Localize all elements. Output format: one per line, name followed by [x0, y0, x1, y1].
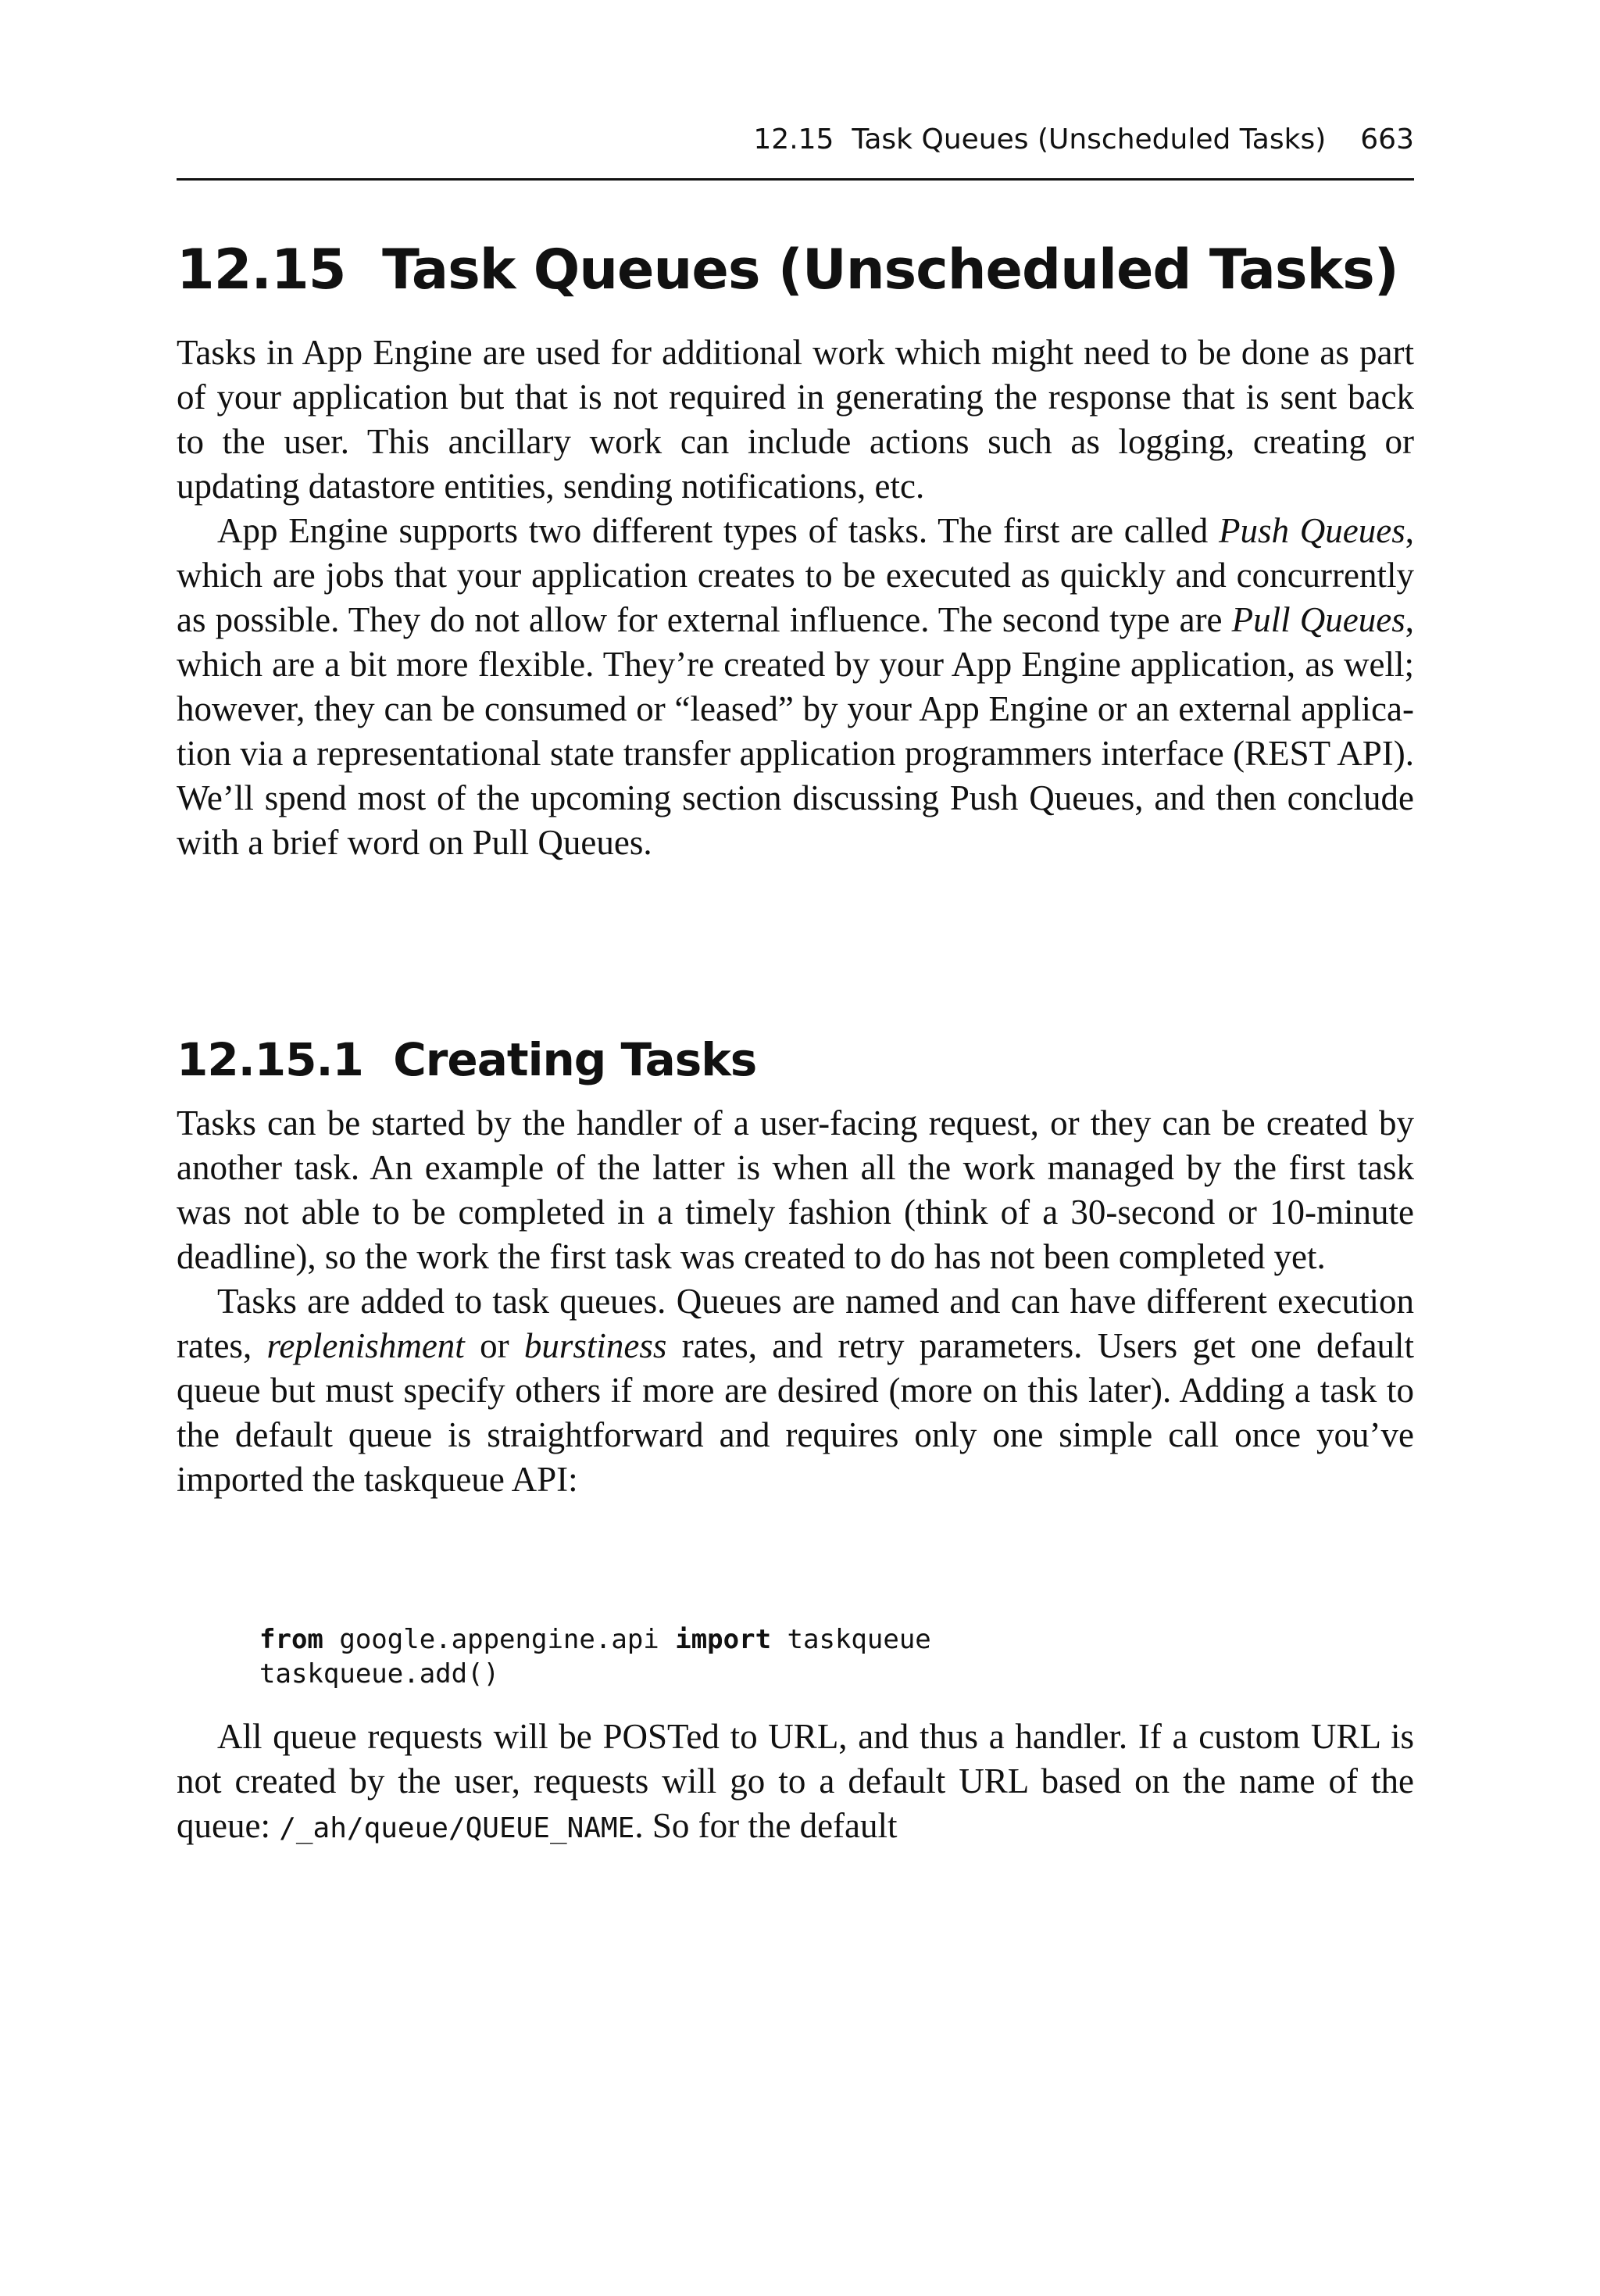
header-rule — [177, 178, 1414, 181]
subsection-title: 12.15.1 Creating Tasks — [177, 1033, 757, 1086]
section-paragraph-1: Tasks in App Engine are used for additional work which might need to be done as part of your application but that is not required in generating the response that is sent back to the user. This ancillary work can include actions such as logging, creating or updating datastore entities, sending notifications, etc. — [177, 333, 1414, 506]
text-run: , which are jobs that your application creates to be executed as quickly and concurrently as possible. They do not allow for external influence. The second type are — [177, 511, 1414, 639]
section-paragraph-2 — [177, 509, 1414, 865]
text-run: or — [464, 1326, 524, 1365]
code-name: taskqueue — [771, 1624, 931, 1655]
code-keyword-from: from — [259, 1624, 323, 1655]
text-run: . So for the default — [634, 1806, 898, 1845]
text-run: All queue requests will be POSTed to URL, and thus a handler. If a custom URL is not created by the user, requests will go to a default URL based on the name of the queue: — [177, 1717, 1414, 1845]
subsection-paragraph-2 — [177, 1279, 1414, 1502]
running-title: 12.15 Task Queues (Unscheduled Tasks) — [753, 123, 1327, 156]
term-pull-queues: Pull Queues — [1231, 600, 1405, 639]
subsection-body — [177, 1101, 1414, 1502]
subsection-paragraph-1: Tasks can be started by the handler of a user-facing request, or they can be created by another task. An example of the latter is when all the work managed by the first task was not able to be completed in a timely fashion (think of a 30-second or 10-minute deadline), so the work the first task was created to do has not been completed yet. — [177, 1103, 1414, 1276]
code-line-2: taskqueue.add() — [259, 1658, 500, 1690]
section-body — [177, 331, 1414, 865]
term-burstiness: burstiness — [523, 1326, 667, 1365]
page-number: 663 — [1360, 123, 1414, 156]
code-line-1 — [259, 1624, 931, 1655]
text-run: Tasks are added to task queues. Queues are named and can have different execution rates, — [177, 1282, 1414, 1365]
default-queue-url: /_ah/queue/QUEUE_NAME — [279, 1812, 635, 1844]
closing-body — [177, 1715, 1414, 1851]
term-replenishment: replenishment — [266, 1326, 465, 1365]
subsection-paragraph-3 — [177, 1715, 1414, 1851]
section-title: 12.15 Task Queues (Unscheduled Tasks) — [177, 238, 1398, 302]
code-module: google.appengine.api — [323, 1624, 676, 1655]
code-keyword-import: import — [675, 1624, 772, 1655]
text-run: App Engine supports two different types of tasks. The first are called — [217, 511, 1219, 550]
running-header — [753, 123, 1414, 156]
term-push-queues: Push Queues — [1219, 511, 1405, 550]
text-run: rates, and retry parameters. Users get one default queue but must specify others if more are desired (more on this later). Adding a task to the default queue is straightforward and requires only one simple call once you’ve imported the taskqueue API: — [177, 1326, 1414, 1499]
code-block — [259, 1622, 931, 1691]
text-run: , which are a bit more flexible. They’re created by your App Engine application, as well; however, they can be consumed or “leased” by your App Engine or an external application via a representational state transfer application programmers interface (REST API). We’ll spend most of the upcoming section discussing Push Queues, and then conclude with a brief word on Pull Queues. — [177, 600, 1415, 862]
